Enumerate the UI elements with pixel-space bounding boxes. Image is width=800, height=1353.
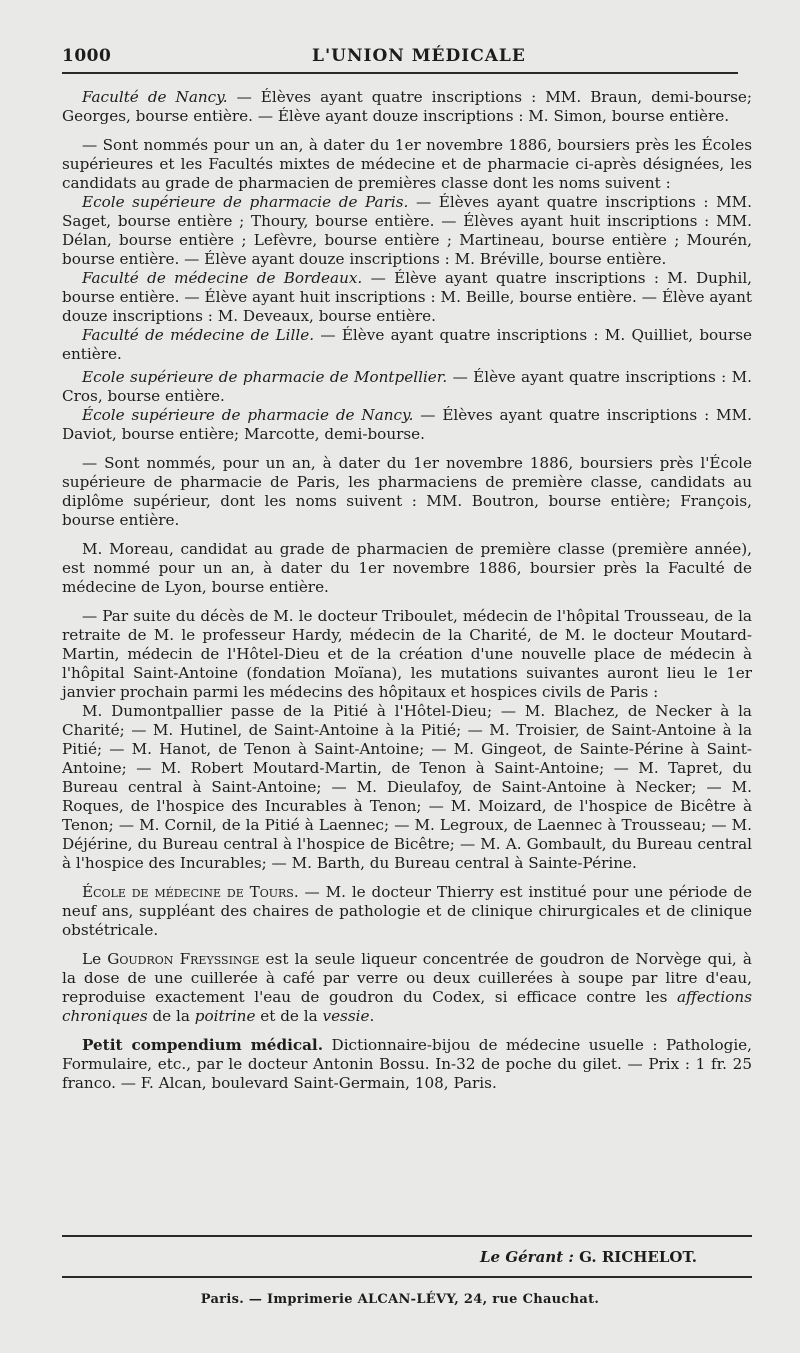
paragraph-title: Petit compendium médical. [82,1036,323,1054]
paragraph-paris-pharmacy [62,193,752,269]
emphasis-text: affections chroniques [62,988,752,1025]
header-rule [62,72,738,74]
emphasis-text: vessie [322,1007,370,1025]
paragraph-title: Faculté de médecine de Lille. [82,326,315,344]
page-header [62,44,742,74]
paragraph-text: — Élèves ayant quatre inscriptions : MM. Saget, bourse entière ; Thoury, bourse entière. — Élèves ayant huit inscriptions : MM. Délan, bourse entière ; Lefèvre, bourse entière ; Martineau, bourse entière ; Mourén, bourse entière. — Élève ayant douze inscriptions : M. Bréville, bourse entière. [62,193,752,268]
paragraph-text: — Élève ayant quatre inscriptions : M. Quilliet, bourse entière. [62,326,753,363]
footer-rule-top [62,1235,752,1237]
gerant-name: G. RICHELOT. [573,1248,697,1266]
paragraph-nancy-faculty [62,88,752,126]
paragraph-text: de la [147,1007,195,1025]
emphasis-text: poitrine [194,1007,256,1025]
paragraph-text: — Élève ayant quatre inscriptions : M. Duphil, bourse entière. — Élève ayant huit inscriptions : M. Beille, bourse entière. — Élève ayant douze inscriptions : M. Deveaux, bourse entière. [62,269,753,325]
paragraph-text: — Élève ayant quatre inscriptions : M. Cros, bourse entière. [62,368,753,405]
paragraph-mutations-list [62,702,752,873]
paragraph-boursiers-paris [62,454,752,530]
paragraph-title: Ecole supérieure de pharmacie de Paris. [82,193,409,211]
paragraph-text: Le [82,950,108,968]
paragraph-compendium-ad [62,1036,752,1093]
footer-rule-bottom [62,1276,752,1278]
paragraph-text: M. Dumontpallier passe de la Pitié à l'Hôtel-Dieu; — M. Blachez, de Necker à la Charité; — M. Hutinel, de Saint-Antoine à la Pitié; — M. Troisier, de Saint-Antoine à la Pitié; — M. Hanot, de Tenon à Saint-Antoine; — M. Gingeot, de Sainte-Périne à Saint-Antoine; — M. Robert Moutard-Martin, de Tenon à Saint-Antoine; — M. Tapret, du Bureau central à Saint-Antoine; — M. Dieulafoy, de Saint-Antoine à Necker; — M. Roques, de l'hospice des Incurables à Tenon; — M. Moizard, de l'hospice de Bicêtre à Tenon; — M. Cornil, de la Pitié à Laennec; — M. Legroux, de Laennec à Trousseau; — M. Déjérine, du Bureau central à l'hospice de Bicêtre; — M. A. Gombault, du Bureau central à l'hospice des Incurables; — M. Barth, du Bureau central à Sainte-Périne. [62,702,752,872]
paragraph-title: Ecole supérieure de pharmacie de Montpellier. [82,368,448,386]
paragraph-text: — Élèves ayant quatre inscriptions : MM. Braun, demi-bourse; Georges, bourse entière. — Élève ayant douze inscriptions : M. Simon, bourse entière. [62,88,752,125]
paragraph-nominations [62,136,752,193]
paragraph-title: Faculté de médecine de Bordeaux. [82,269,363,287]
paragraph-bordeaux [62,269,752,326]
gerant-label: Le Gérant : [480,1248,574,1266]
paragraph-text: et de la [255,1007,323,1025]
paragraph-mutations [62,607,752,702]
paragraph-montpellier [62,368,752,406]
paragraph-text: est la seule liqueur concentrée de goudron de Norvège qui, à la dose de une cuillerée à café par verre ou deux cuillerées à soupe par litre d'eau, reproduise exactement l'eau de goudron du Codex, si efficace contre les [62,950,752,1006]
paragraph-text: — Sont nommés pour un an, à dater du 1er novembre 1886, boursiers près les Écoles supérieures et les Facultés mixtes de médecine et de pharmacie ci-après désignées, les candidats au grade de pharmacien de premières classe dont les noms suivent : [62,136,752,192]
paragraph-lille [62,326,752,364]
paragraph-text: — M. le docteur Thierry est institué pour une période de neuf ans, suppléant des chaires de pathologie et de clinique chirurgicales et de clinique obstétricale. [62,883,752,939]
gerant-signature [480,1248,697,1266]
paragraph-text: Dictionnaire-bijou de médecine usuelle : Pathologie, Formulaire, etc., par le docteur Antonin Bossu. In-32 de poche du gilet. — Prix : 1 fr. 25 franco. — F. Alcan, boulevard Saint-Germain, 108, Paris. [62,1036,752,1092]
printer-imprint: Paris. — Imprimerie ALCAN-LÉVY, 24, rue Chauchat. [200,1292,600,1307]
paragraph-tours [62,883,752,940]
paragraph-text: . [369,1007,375,1025]
paragraph-title: Faculté de Nancy. [82,88,228,106]
paragraph-text: — Par suite du décès de M. le docteur Triboulet, médecin de l'hôpital Trousseau, de la retraite de M. le professeur Hardy, médecin de la Charité, de M. le docteur Moutard-Martin, médecin de l'Hôtel-Dieu et de la création d'une nouvelle place de médecin à l'hôpital Saint-Antoine (fondation Moïana), les mutations suivantes auront lieu le 1er janvier prochain parmi les médecins des hôpitaux et hospices civils de Paris : [62,607,752,701]
paragraph-nancy-pharmacy [62,406,752,444]
paragraph-moreau [62,540,752,597]
paragraph-goudron-ad [62,950,752,1026]
brand-name: Goudron Freyssinge [107,950,260,968]
paragraph-text: — Élèves ayant quatre inscriptions : MM. Daviot, bourse entière; Marcotte, demi-bourse. [62,406,752,443]
journal-title: L'UNION MÉDICALE [312,46,526,66]
paragraph-title: École de médecine de Tours. [82,883,299,901]
page-number: 1000 [62,46,112,66]
paragraph-text: — Sont nommés, pour un an, à dater du 1er novembre 1886, boursiers près l'École supérieure de pharmacie de Paris, les pharmaciens de première classe, candidats au diplôme supérieur, dont les noms suivent : MM. Boutron, bourse entière; François, bourse entière. [62,454,752,529]
paragraph-title: École supérieure de pharmacie de Nancy. [82,406,414,424]
article-body [62,88,752,1093]
paragraph-text: M. Moreau, candidat au grade de pharmacien de première classe (première année), est nommé pour un an, à dater du 1er novembre 1886, boursier près la Faculté de médecine de Lyon, bourse entière. [62,540,752,596]
